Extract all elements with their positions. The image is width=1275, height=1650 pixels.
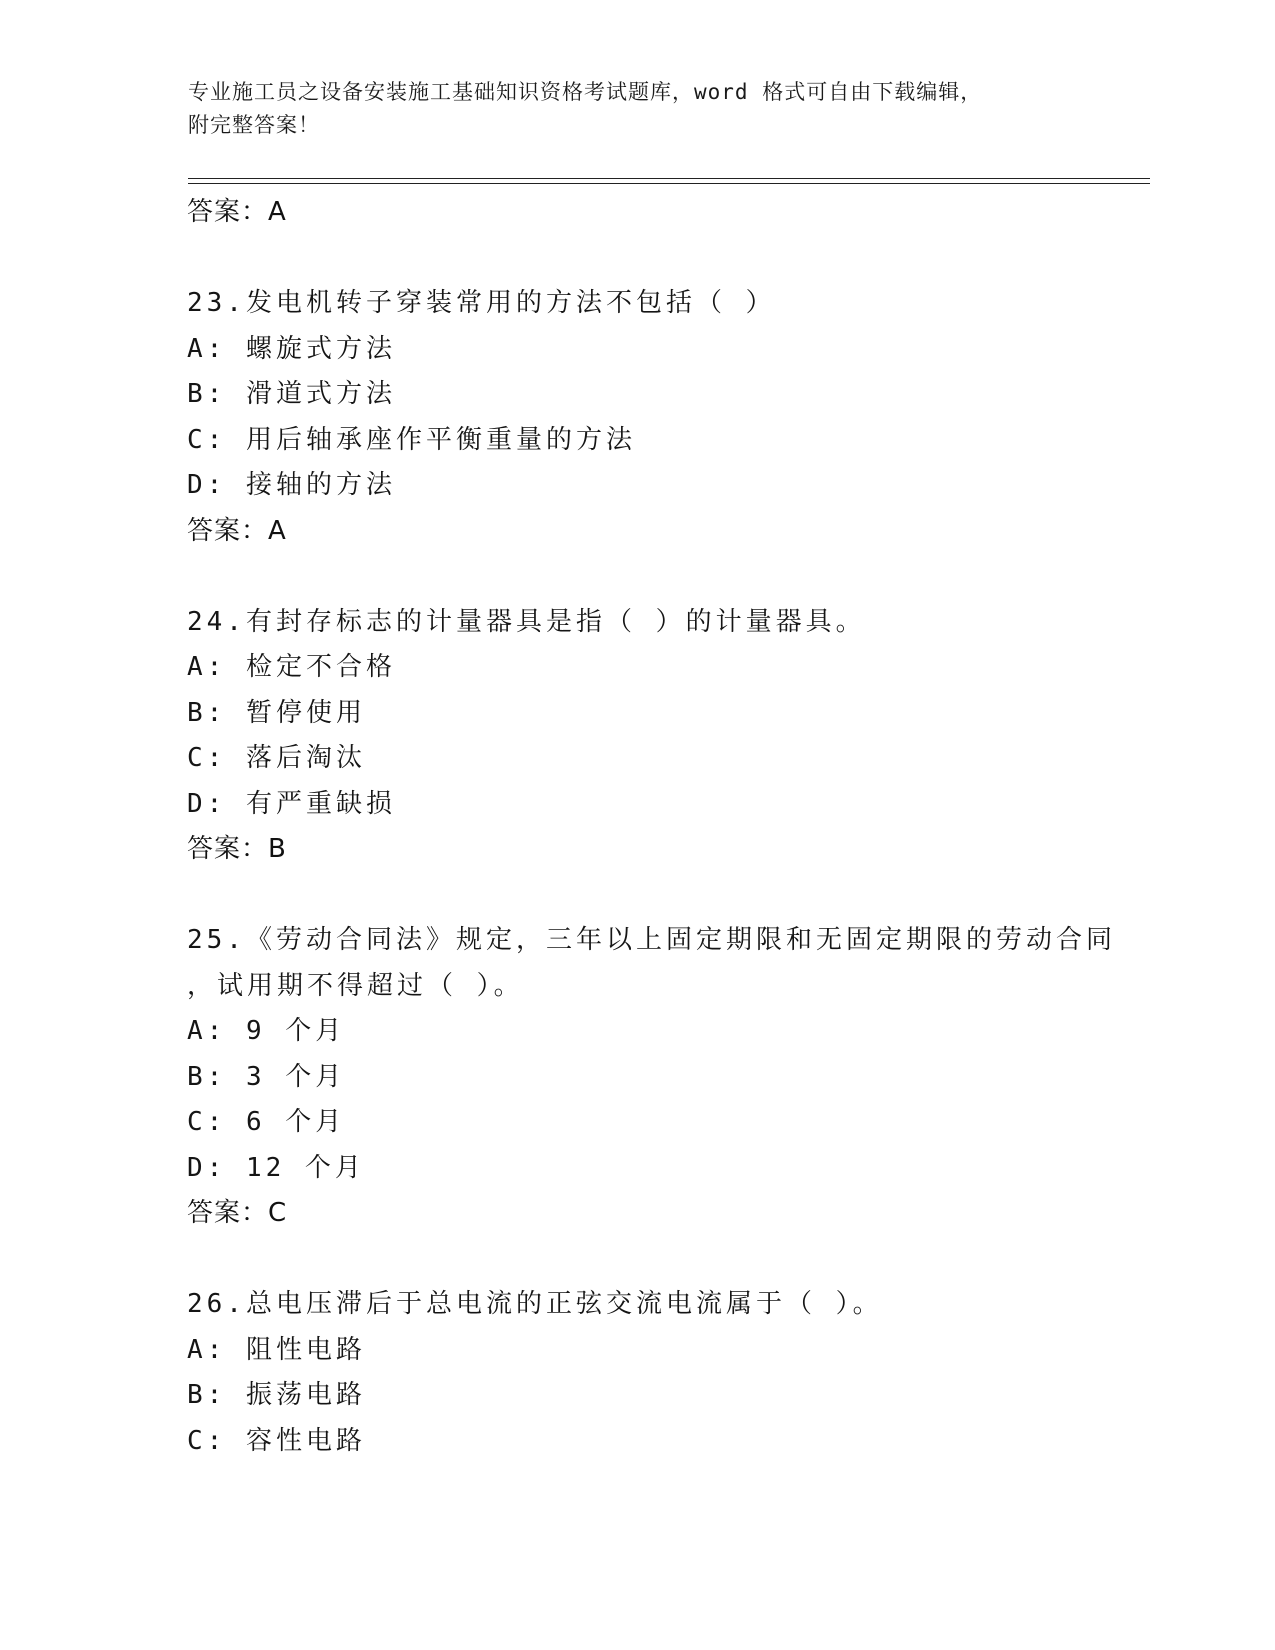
question-text: 26.总电压滞后于总电流的正弦交流电流属于（ ）。 [187,1289,883,1319]
option-a: A: 检定不合格 [187,652,396,682]
option-a: A: 螺旋式方法 [187,333,396,364]
option-c: C: 落后淘汰 [187,743,366,773]
question-list [187,190,1147,1464]
question-24 [187,600,1147,873]
spacer [187,554,1147,600]
spacer [187,873,1147,919]
option-c: C: 6 个月 [187,1107,346,1137]
spacer [187,236,1147,282]
question-26 [187,1282,1147,1464]
question-text-line-1: 25.《劳动合同法》规定，三年以上固定期限和无固定期限的劳动合同 [187,925,1116,955]
question-text: 24.有封存标志的计量器具是指（ ）的计量器具。 [187,606,866,637]
option-b: B: 暂停使用 [187,697,366,728]
answer-prev: 答案：A [187,197,287,227]
option-a: A: 阻性电路 [187,1334,366,1365]
header-divider-bottom [188,183,1150,184]
option-b: B: 滑道式方法 [187,379,396,409]
question-text-line-2: ，试用期不得超过（ ）。 [187,970,524,1001]
spacer [187,1237,1147,1283]
question-25 [187,918,1147,1237]
question-text: 23.发电机转子穿装常用的方法不包括（ ） [187,288,776,318]
header-line-2: 附完整答案！ [188,113,320,137]
option-b: B: 3 个月 [187,1061,346,1092]
option-d: D: 12 个月 [187,1152,365,1183]
answer: 答案：B [187,834,287,864]
option-c: C: 容性电路 [187,1425,366,1456]
answer: 答案：C [187,1198,288,1228]
answer: 答案：A [187,515,287,546]
option-a: A: 9 个月 [187,1016,346,1046]
document-header [188,76,1068,142]
option-d: D: 接轴的方法 [187,470,396,500]
option-c: C: 用后轴承座作平衡重量的方法 [187,424,636,455]
option-d: D: 有严重缺损 [187,788,396,819]
header-divider-top [188,178,1150,179]
question-23 [187,281,1147,554]
header-line-1: 专业施工员之设备安装施工基础知识资格考试题库，word 格式可自由下载编辑， [188,80,983,104]
option-b: B: 振荡电路 [187,1380,366,1410]
